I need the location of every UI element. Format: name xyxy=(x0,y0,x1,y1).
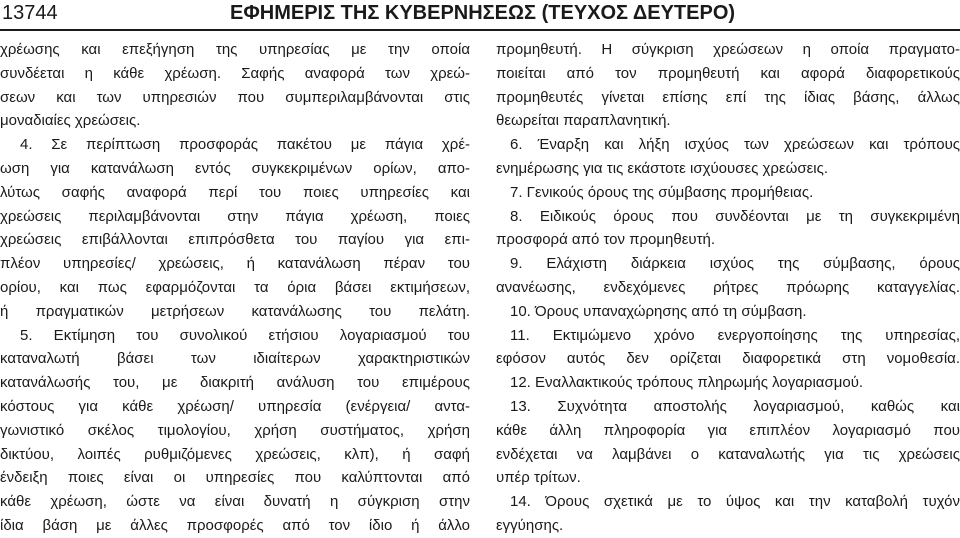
text-line: συνδέεται η κάθε χρέωση. Σαφής αναφορά των χρεώ- xyxy=(0,64,470,82)
text-line: προσφορά από τον προμηθευτή. xyxy=(496,231,716,249)
left-column xyxy=(0,38,470,538)
text-line: ενδέχεται να λαμβάνει ο καταναλωτής για τις χρεώσεις xyxy=(496,445,960,463)
text-line: προμηθευτές γίνεται επίσης επί της ίδιας βάσης, άλλως xyxy=(496,88,960,106)
header-rule xyxy=(0,29,960,31)
text-line: υπέρ τρίτων. xyxy=(496,469,581,487)
text-line: κάθε άλλη πληροφορία για επιπλέον λογαριασμό που xyxy=(496,421,960,439)
text-line: εφόσον αυτός δεν ορίζεται διαφορετικά στη νομοθεσία. xyxy=(496,350,960,368)
text-line: 8. Ειδικούς όρους που συνδέονται με τη συγκεκριμένη xyxy=(510,207,960,225)
page-header xyxy=(0,0,960,32)
page-number: 13744 xyxy=(2,2,58,24)
text-line: ή πραγματικών μετρήσεων κατανάλωσης του πελάτη. xyxy=(0,302,470,320)
text-line: ορίου, και πως εφαρμόζονται τα όρια βάσει εκτιμήσεων, xyxy=(0,278,470,296)
text-line: ωση για κατανάλωση εντός συγκεκριμένων ορίων, απο- xyxy=(0,159,470,177)
text-line: πλέον υπηρεσίες/ χρεώσεις, ή κατανάλωση πέραν του xyxy=(0,255,470,273)
text-line: ενημέρωσης για τις εκάστοτε ισχύουσες χρεώσεις. xyxy=(496,159,829,177)
text-line: μοναδιαίες χρεώσεις. xyxy=(0,112,141,130)
right-column xyxy=(496,38,960,538)
text-line: 5. Εκτίμηση του συνολικού ετήσιου λογαριασμού του xyxy=(20,326,470,344)
text-line: χρεώσεις επιβάλλονται επιπρόσθετα του παγίου για επι- xyxy=(0,231,470,249)
text-line: προμηθευτή. Η σύγκριση χρεώσεων η οποία πραγματο- xyxy=(496,41,960,58)
text-line: 6. Έναρξη και λήξη ισχύος των χρεώσεων και τρόπους xyxy=(510,136,960,154)
text-line: χρέωσης και επεξήγηση της υπηρεσίας με την οποία xyxy=(0,41,470,58)
text-line: ποιείται από τον προμηθευτή και αφορά διαφορετικούς xyxy=(496,64,960,82)
text-line: χρεώσεις περιλαμβάνονται στην πάγια χρέωση, ποιες xyxy=(0,207,470,225)
text-line: λύτως σαφής αναφορά περί του ποιες υπηρεσίες και xyxy=(0,183,470,201)
text-line: 9. Ελάχιστη διάρκεια ισχύος της σύμβασης, όρους xyxy=(510,255,960,273)
text-line: 10. Όρους υπαναχώρησης από τη σύμβαση. xyxy=(510,302,807,320)
text-line: ίδια βάση με άλλες προσφορές από τον ίδιο ή άλλο xyxy=(0,516,470,534)
text-line: ένδειξη ποιες είναι οι υπηρεσίες που καλύπτονται από xyxy=(0,469,470,487)
text-line: ανανέωσης, ενδεχόμενες ρήτρες πρόωρης καταγγελίας. xyxy=(496,278,960,296)
text-line: καταναλωτή βάσει των ιδιαίτερων χαρακτηριστικών xyxy=(0,350,470,368)
text-line: δικτύου, λοιπές ρυθμιζόμενες χρεώσεις, κλπ), ή σαφή xyxy=(0,445,470,463)
text-line: εγγύησης. xyxy=(496,516,564,534)
text-line: 7. Γενικούς όρους της σύμβασης προμήθειας. xyxy=(510,183,814,201)
text-line: 12. Εναλλακτικούς τρόπους πληρωμής λογαριασμού. xyxy=(510,374,864,392)
text-line: κατανάλωσής του, με διακριτή ανάλυση του επιμέρους xyxy=(0,374,470,392)
text-line: κόστους για κάθε χρέωση/ υπηρεσία (ενέργεια/ αντα- xyxy=(0,397,470,415)
text-line: 14. Όρους σχετικά με το ύψος και την καταβολή τυχόν xyxy=(510,493,960,511)
text-line: σεων και των υπηρεσιών που συμπεριλαμβάνονται στις xyxy=(0,88,470,106)
gazette-title: ΕΦΗΜΕΡΙΣ ΤΗΣ ΚΥΒΕΡΝΗΣΕΩΣ (ΤΕΥΧΟΣ ΔΕΥΤΕΡΟ) xyxy=(230,2,736,24)
text-line: κάθε χρέωση, ώστε να είναι δυνατή η σύγκριση στην xyxy=(0,493,470,511)
text-line: θεωρείται παραπλανητική. xyxy=(496,112,671,130)
text-line: 4. Σε περίπτωση προσφοράς πακέτου με πάγια χρέ- xyxy=(20,136,470,154)
text-line: 13. Συχνότητα αποστολής λογαριασμού, καθώς και xyxy=(510,397,960,415)
text-line: 11. Εκτιμώμενο χρόνο ενεργοποίησης της υπηρεσίας, xyxy=(510,326,960,344)
text-line: γωνιστικό σκέλος τιμολογίου, χρήση συστήματος, χρήση xyxy=(0,421,470,439)
